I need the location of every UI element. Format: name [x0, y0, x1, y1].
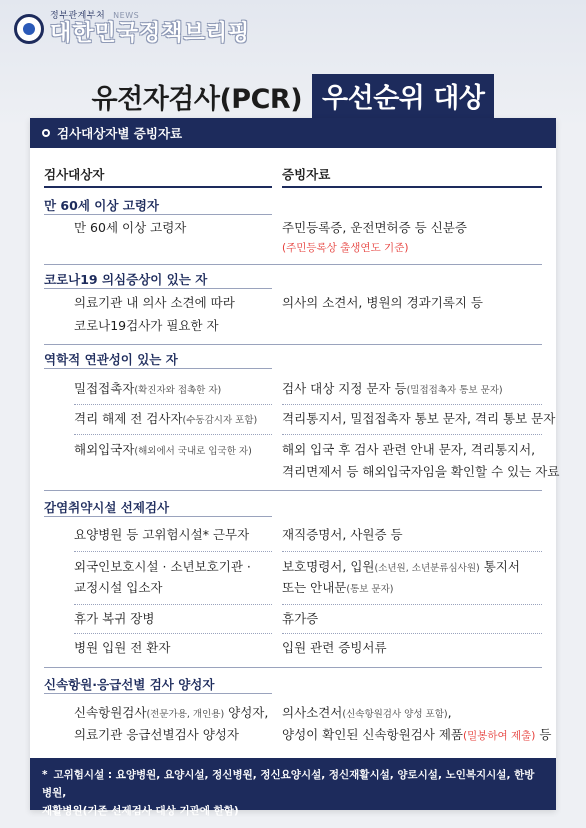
doc-facility-resident-line2: 또는 안내문(통보 문자)	[282, 580, 394, 595]
subject-symptoms-line1: 의료기관 내 의사 소견에 따라	[74, 295, 235, 310]
section-divider	[44, 344, 542, 345]
row-divider	[74, 434, 272, 435]
section-title-epidemiological: 역학적 연관성이 있는 자	[44, 352, 178, 367]
doc-facility-resident-line1: 보호명령서, 입원(소년원, 소년분류심사원) 통지서	[282, 559, 520, 574]
column-rule-left	[44, 186, 272, 188]
subject-rapid-positive-line2: 의료기관 응급선별검사 양성자	[74, 727, 239, 742]
subject-elderly: 만 60세 이상 고령자	[74, 220, 187, 235]
footnote-star: *	[42, 769, 48, 781]
column-rule-right	[282, 186, 542, 188]
row-divider	[282, 604, 542, 605]
footnote-line1: 고위험시설 : 요양병원, 요양시설, 정신병원, 정신요양시설, 정신재활시설, 양로시설, 노인복지시설, 한방병원,	[42, 769, 535, 799]
row-divider	[282, 434, 542, 435]
subject-quarantine-release: 격리 해제 전 검사자(수동감시자 포함)	[74, 411, 258, 426]
row-divider	[74, 604, 272, 605]
subject-close-contact: 밀접접촉자(확진자와 접촉한 자)	[74, 381, 222, 396]
section-title-vulnerable-facilities: 감염취약시설 선제검사	[44, 500, 170, 515]
doc-symptoms: 의사의 소견서, 병원의 경과기록지 등	[282, 295, 483, 310]
subject-soldier-return: 휴가 복귀 장병	[74, 611, 155, 626]
row-divider	[74, 551, 272, 552]
section-divider	[44, 264, 542, 265]
brand-name: 대한민국정책브리핑	[50, 21, 251, 46]
subject-overseas-arrival: 해외입국자(해외에서 국내로 입국한 자)	[74, 442, 252, 457]
column-header-subject: 검사대상자	[44, 167, 105, 182]
footnote	[30, 758, 556, 817]
doc-soldier-return: 휴가증	[282, 611, 319, 626]
page-title	[0, 74, 586, 119]
section-rule	[44, 693, 272, 694]
row-divider	[282, 404, 542, 405]
brand-logo	[14, 12, 250, 45]
section-divider	[44, 490, 542, 491]
doc-pre-admission: 입원 관련 증빙서류	[282, 640, 387, 655]
doc-overseas-line2: 격리면제서 등 해외입국자임을 확인할 수 있는 자료	[282, 464, 560, 479]
row-divider	[74, 633, 272, 634]
section-rule	[44, 516, 272, 517]
section-rule	[44, 214, 272, 215]
row-divider	[74, 404, 272, 405]
doc-close-contact: 검사 대상 지정 문자 등(밀접접촉자 통보 문자)	[282, 381, 503, 396]
brand-sub: NEWS	[113, 11, 140, 20]
subject-facility-resident-line1: 외국인보호시설 · 소년보호기관 ·	[74, 559, 251, 574]
evidence-card	[30, 118, 560, 817]
subject-facility-resident-line2: 교정시설 입소자	[74, 580, 163, 595]
subject-symptoms-line2: 코로나19검사가 필요한 자	[74, 318, 219, 333]
card-header-label: 검사대상자별 증빙자료	[57, 126, 183, 141]
doc-high-risk-worker: 재직증명서, 사원증 등	[282, 527, 403, 542]
section-divider	[44, 667, 542, 668]
subject-high-risk-worker: 요양병원 등 고위험시설* 근무자	[74, 527, 250, 542]
section-title-symptoms: 코로나19 의심증상이 있는 자	[44, 272, 208, 287]
section-title-elderly: 만 60세 이상 고령자	[44, 198, 159, 213]
row-divider	[282, 633, 542, 634]
title-highlight: 우선순위 대상	[312, 74, 494, 119]
section-rule	[44, 368, 272, 369]
logo-icon	[14, 14, 44, 44]
section-rule	[44, 288, 272, 289]
card-header	[30, 118, 556, 148]
subject-pre-admission: 병원 입원 전 환자	[74, 640, 171, 655]
row-divider	[282, 551, 542, 552]
column-header-documents: 증빙자료	[282, 167, 331, 182]
doc-rapid-positive-line1: 의사소견서(신속항원검사 양성 포함),	[282, 705, 452, 720]
brand-org: 정부관계부처	[50, 11, 106, 21]
doc-elderly: 주민등록증, 운전면허증 등 신분증	[282, 220, 467, 235]
doc-elderly-note: (주민등록상 출생연도 기준)	[282, 242, 409, 254]
section-title-rapid-test-positive: 신속항원·응급선별 검사 양성자	[44, 677, 215, 692]
footnote-line2: 재활병원(기존 선제검사 대상 기관에 한함)	[42, 805, 239, 817]
doc-rapid-positive-line2: 양성이 확인된 신속항원검사 제품(밀봉하여 제출) 등	[282, 727, 552, 742]
circle-icon	[42, 129, 50, 137]
title-main: 유전자검사(PCR)	[91, 84, 303, 115]
subject-rapid-positive-line1: 신속항원검사(전문가용, 개인용) 양성자,	[74, 705, 269, 720]
doc-overseas-line1: 해외 입국 후 검사 관련 안내 문자, 격리통지서,	[282, 442, 536, 457]
doc-quarantine-release: 격리통지서, 밀접접촉자 통보 문자, 격리 통보 문자	[282, 411, 556, 426]
